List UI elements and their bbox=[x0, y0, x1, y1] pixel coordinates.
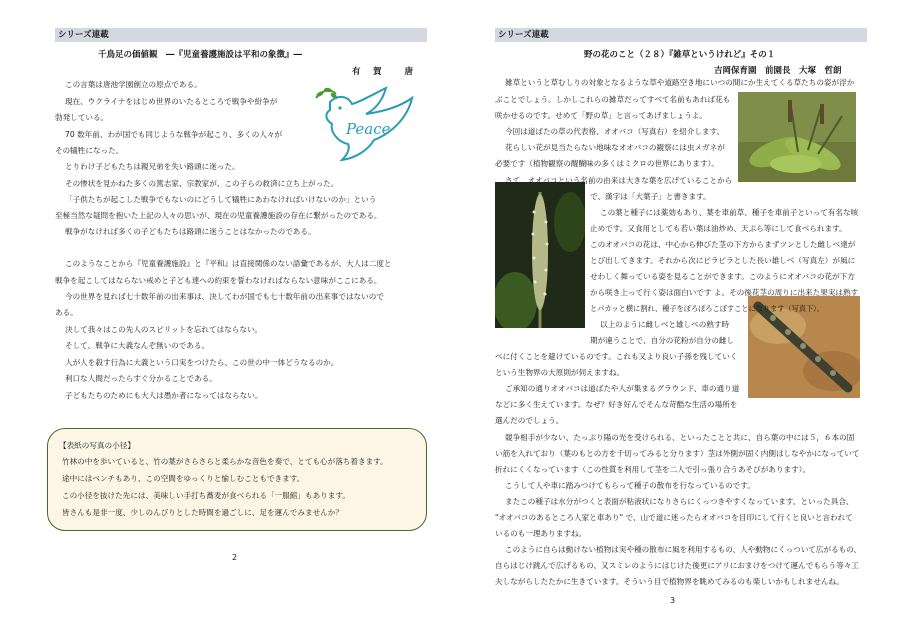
body-line: 今回は道ばたの草の代表格、オオバコ（写真右）を紹介します。 bbox=[505, 127, 725, 136]
body-line: その惨状を見かねた多くの篤志家、宗教家が、この子らの救済に立ち上がった。 bbox=[65, 179, 339, 188]
body-line: 戦争を起こしてはならない戒めと子ども達への約束を誓わなければならない意味がここにある。 bbox=[55, 276, 382, 285]
page-right bbox=[460, 0, 910, 644]
body-line: ご承知の通りオオバコは道ばたや人が集まるグラウンド、車の通り道 bbox=[505, 384, 740, 393]
article-author: 吉岡保育園 前園長 大塚 哲朗 bbox=[714, 66, 842, 76]
body-line: またこの種子は水分がつくと表面が粘液状になりさらにくっつきやすくなっています。といった具合、 bbox=[505, 497, 854, 506]
body-line: その犠牲になった。 bbox=[55, 146, 124, 155]
body-line: 自らはじけ跳んで広げるもの、又スミレのようにはじけた後更にアリにおまけをつけて運んでもらう等々工 bbox=[495, 561, 859, 570]
body-line: 以上のように雌しべと雄しべの熟す時 bbox=[600, 320, 730, 329]
body-line: せわしく舞っている姿を見ることができます。このようにオオバコの花が下方 bbox=[590, 272, 855, 281]
peace-dove-illustration bbox=[308, 84, 420, 166]
body-line: 花らしい花が見当たらない地味なオオバコの観察には虫メガネが bbox=[505, 143, 725, 152]
photo-plantain-leaves bbox=[738, 92, 856, 182]
body-line: さて、オオバコという名前の由来は大きな葉を広げていることから bbox=[505, 176, 733, 185]
body-line: 「子供たちが起こした戦争でもないのにどうして犠牲にあわなければいけないのか」という bbox=[65, 195, 377, 204]
article-title: 野の花のこと（２８）『雑草というけれど』その１ bbox=[584, 50, 776, 60]
page-left bbox=[0, 0, 450, 644]
body-line: 雑草というと草むしりの対象となるような草や道路空き地にいつの間にか生えてくる草たちの姿が浮か bbox=[505, 78, 855, 87]
article-author: 有 賀 唐 bbox=[352, 67, 416, 77]
body-line: そして、戦争に大義なんぞ無いのである。 bbox=[65, 341, 210, 350]
body-line: から咲き上って行く姿は面白いです よ。その後花茎の周りに出来た果実は熟す bbox=[590, 288, 859, 297]
body-line: で、漢字は「大葉子」と書きます。 bbox=[590, 192, 711, 201]
body-line: ぶことでしょう。しかしこれらの雑草だってすべて名前もあれば花も bbox=[495, 95, 731, 104]
body-line: べに付くことを避けているのです。これも又より良い子孫を残していく bbox=[495, 352, 738, 361]
body-line: 利口な人間だったらすぐ分かることである。 bbox=[65, 374, 217, 383]
body-line: い筋を入れており（葉のもとの方を千切ってみると分ります）茎は外側が固く内側はしなやかになっていて bbox=[495, 449, 860, 458]
cover-photo-note-box bbox=[47, 428, 427, 531]
body-line: こうして人や車に踏みつけてもらって種子の散布を行なっているのです。 bbox=[505, 481, 755, 490]
body-line: とりわけ子どもたちは親兄弟を失い路頭に迷った。 bbox=[65, 162, 240, 171]
body-line: このオオバコの花は、中心から伸びた茎の下方からまずツンとした雌しべ達が bbox=[590, 240, 856, 249]
body-line: 勃発している。 bbox=[55, 113, 109, 122]
body-line: この言葉は唐池学園創立の原点である。 bbox=[65, 80, 202, 89]
body-line: 現在、ウクライナをはじめ世界のいたるところで戦争や紛争が bbox=[65, 97, 278, 106]
body-line: 70 数年前、わが国でも同じような戦争が起こり、多くの人々が bbox=[65, 130, 283, 139]
photo-flower-spike bbox=[495, 182, 585, 328]
article-title: 千鳥足の価値観 ―『児童養護施設は平和の象徴』― bbox=[98, 50, 303, 60]
body-line: ある。 bbox=[55, 308, 78, 317]
body-line: 競争相手が少ない、たっぷり陽の光を受けられる、といったことと共に、自ら葉の中には５，６本の固 bbox=[505, 433, 855, 442]
body-line: 夫しながらしたたかに生きています。そういう目で植物界を眺めてみるのも楽しいかもしれませんね。 bbox=[495, 577, 844, 586]
page-number: 2 bbox=[232, 553, 238, 562]
body-line: 決して我々はこの先人のスピリットを忘れてはならない。 bbox=[65, 325, 263, 334]
note-line: 竹林の中を歩いていると、竹の葉がさらさらと柔らかな音色を奏で、とても心が落ち着きます。 bbox=[62, 457, 388, 466]
peace-word: Peace bbox=[346, 120, 391, 138]
body-line: この葉と種子には薬効もあり、葉を車前草、種子を車前子といって有名な咳 bbox=[600, 208, 859, 217]
body-line: "オオバコのあるところ人家と車あり" で、山で道に迷ったらオオバコを目印にして行くと良いと言われて bbox=[495, 513, 853, 522]
body-line: このように自らは動けない植物は実や種の散布に風を利用するもの、人や動物にくっついて広がるもの、 bbox=[505, 545, 862, 554]
body-line: 必要です（植物観察の醍醐味の多くはミクロの世界にあります）。 bbox=[495, 159, 720, 168]
note-title: 【表紙の写真の小径】 bbox=[59, 441, 135, 450]
note-line: 皆さんも是非一度、少しのんびりとした時間を過ごしに、足を運んでみませんか？ bbox=[62, 508, 343, 517]
body-line: 至極当然な疑問を抱いた上記の人々の思いが、現在の児童養護施設の存在に繋がったのである。 bbox=[55, 211, 382, 220]
body-line: などに多く生えています。なぜ？好き好んでそんな苛酷な生活の場所を bbox=[495, 400, 738, 409]
body-line: いるのも一理ありますね。 bbox=[495, 529, 587, 538]
note-line: この小径を抜けた先には、美味しい手打ち蕎麦が食べられる「一服館」もあります。 bbox=[62, 491, 350, 500]
body-line: 止めです。又食用としても若い葉は油炒め、天ぷら等にして食べられます。 bbox=[590, 224, 847, 233]
body-line: 戦争がなければ多くの子どもたちは路頭に迷うことはなかったのである。 bbox=[65, 227, 316, 236]
body-line: という生物界の大原則が伺えますね。 bbox=[495, 368, 625, 377]
body-line: 折れにくくなっています（この性質を利用して茎を二人で引っ張り合うあそびがあります）。 bbox=[495, 465, 811, 474]
body-line: とび出してきます。それから次にピラピラとした長い雄しべ（写真左）が風に bbox=[590, 256, 856, 265]
body-line: 選んだのでしょう。 bbox=[495, 416, 564, 425]
series-label: シリーズ連載 bbox=[55, 28, 427, 42]
note-line: 途中にはベンチもあり、この空間をゆっくりと愉しむこともできます。 bbox=[62, 474, 305, 483]
body-line: 子どもたちのためにも大人は愚か者になってはならない。 bbox=[65, 391, 263, 400]
body-line: 咲かせるのです。せめて「野の草」と言ってあげましょうよ。 bbox=[495, 111, 708, 120]
body-line: このようなことから『児童養護施設』と『平和』は直接関係のない語彙であるが、大人は二度と bbox=[65, 259, 392, 268]
body-line: 人が人を殺す行為に大義という口実をつけたら、この世の中一体どうなるのか。 bbox=[65, 358, 339, 367]
page-number: 3 bbox=[670, 596, 676, 605]
series-label: シリーズ連載 bbox=[495, 28, 867, 42]
body-line: とパカッと横に割れ、種子をぽろぽろこぼすことになります（写真下）。 bbox=[590, 304, 824, 313]
body-line: 今の世界を見れば七十数年前の出来事は、決してわが国でも七十数年前の出来事ではないので bbox=[65, 292, 384, 301]
body-line: 期が違うことで、自分の花粉が自分の雌し bbox=[590, 336, 735, 345]
